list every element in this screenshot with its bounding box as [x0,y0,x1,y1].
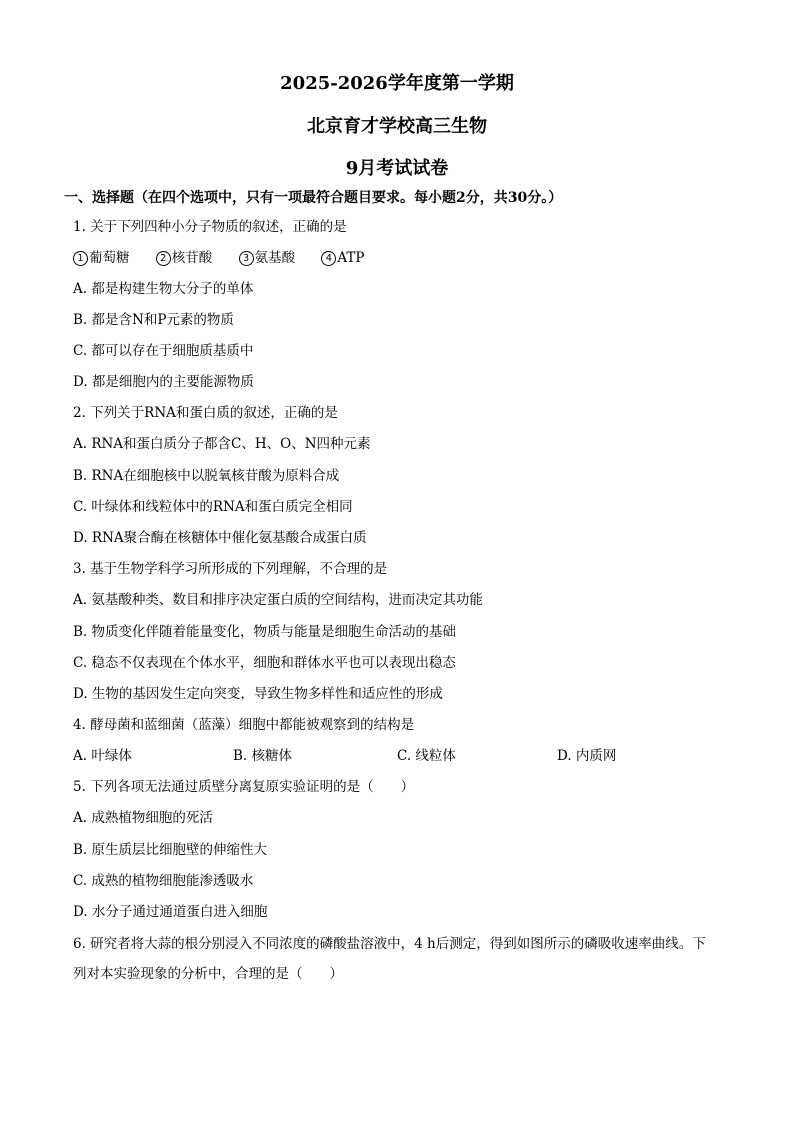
exam-name-title: 9月考试试卷 [345,158,449,179]
item-4 [321,250,364,266]
question-4-stem: 4. 酵母菌和蓝细菌（蓝藻）细胞中都能被观察到的结构是 [73,717,415,733]
question-3-stem: 3. 基于生物学科学习所形成的下列理解，不合理的是 [73,561,388,577]
question-3-option-b: B. 物质变化伴随着能量变化，物质与能量是细胞生命活动的基础 [73,624,457,640]
item-1 [73,250,130,266]
question-2-option-c: C. 叶绿体和线粒体中的RNA和蛋白质完全相同 [73,499,353,515]
question-5-stem: 5. 下列各项无法通过质壁分离复原实验证明的是（ ） [73,779,415,795]
item-text: 氨基酸 [254,250,296,266]
question-6-stem-line-2: 列对本实验现象的分析中，合理的是（ ） [73,966,343,982]
circled-number: 1 [73,251,88,266]
exam-term-title: 2025-2026学年度第一学期 [280,73,514,94]
question-3-option-a: A. 氨基酸种类、数目和排序决定蛋白质的空间结构，进而决定其功能 [73,592,483,608]
question-3-option-d: D. 生物的基因发生定向突变，导致生物多样性和适应性的形成 [73,686,443,702]
question-1-option-c: C. 都可以存在于细胞质基质中 [73,343,254,359]
question-2-stem: 2. 下列关于RNA和蛋白质的叙述，正确的是 [73,405,338,421]
circled-number: 3 [239,251,254,266]
question-4-option-d: D. 内质网 [557,748,617,764]
question-4-option-a: A. 叶绿体 [73,748,132,764]
item-3 [239,250,296,266]
question-1-items [73,249,387,267]
question-3-option-c: C. 稳态不仅表现在个体水平，细胞和群体水平也可以表现出稳态 [73,655,456,671]
item-text: 核苷酸 [171,250,213,266]
circled-number: 4 [321,251,336,266]
school-subject-title: 北京育才学校高三生物 [307,116,487,137]
question-4-option-c: C. 线粒体 [397,748,456,764]
question-5-option-a: A. 成熟植物细胞的死活 [73,810,213,826]
question-2-option-a: A. RNA和蛋白质分子都含C、H、O、N四种元素 [73,436,371,452]
question-1-option-b: B. 都是含N和P元素的物质 [73,312,234,328]
question-6-stem-line-1: 6. 研究者将大蒜的根分别浸入不同浓度的磷酸盐溶液中，4 h后测定，得到如图所示的磷吸收速率曲线。下 [73,936,706,952]
circled-number: 2 [156,251,171,266]
question-5-option-b: B. 原生质层比细胞壁的伸缩性大 [73,842,268,858]
question-5-option-d: D. 水分子通过通道蛋白进入细胞 [73,904,268,920]
item-text: ATP [337,250,365,266]
question-2-option-b: B. RNA在细胞核中以脱氧核苷酸为原料合成 [73,468,340,484]
question-2-option-d: D. RNA聚合酶在核糖体中催化氨基酸合成蛋白质 [73,530,367,546]
question-1-option-d: D. 都是细胞内的主要能源物质 [73,374,254,390]
question-4-option-b: B. 核糖体 [233,748,293,764]
question-1-stem: 1. 关于下列四种小分子物质的叙述，正确的是 [73,219,347,235]
section-heading: 一、选择题（在四个选项中，只有一项最符合题目要求。每小题2分，共30分。） [64,190,563,206]
item-2 [156,250,213,266]
question-1-option-a: A. 都是构建生物大分子的单体 [73,281,254,297]
item-text: 葡萄糖 [89,250,130,266]
question-5-option-c: C. 成熟的植物细胞能渗透吸水 [73,873,254,889]
